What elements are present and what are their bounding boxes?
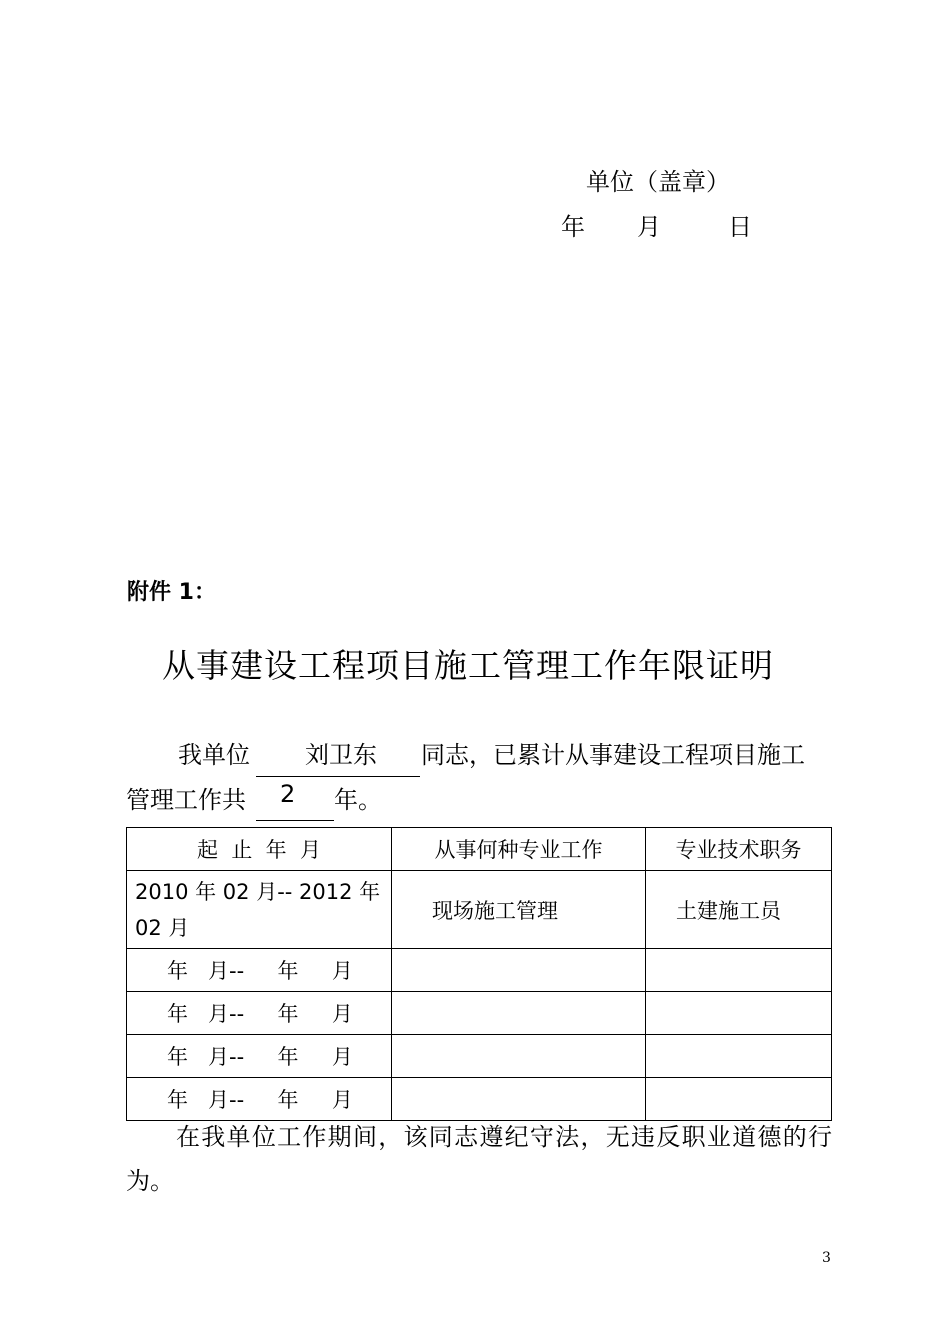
years-count: 2 [280,780,296,808]
cell-work [392,949,646,992]
paragraph1-line2-prefix: 管理工作共 [126,786,246,814]
cell-period: 2010 年 02 月-- 2012 年 02 月 [127,871,392,949]
cell-period: 年 月-- 年 月 [127,992,392,1035]
cell-work [392,1035,646,1078]
name-underline [256,776,420,777]
attachment-label: 附件 1： [127,580,216,605]
conduct-paragraph: 在我单位工作期间，该同志遵纪守法，无违反职业道德的行为。 [126,1123,832,1195]
document-title: 从事建设工程项目施工管理工作年限证明 [162,646,774,685]
cell-title [646,992,832,1035]
date-month-label: 月 [637,213,661,241]
cell-title [646,1035,832,1078]
header-period: 起 止 年 月 [127,828,392,871]
header-title: 专业技术职务 [646,828,832,871]
cell-period: 年 月-- 年 月 [127,1035,392,1078]
cell-work: 现场施工管理 [392,871,646,949]
table-header-row [127,828,832,871]
table-row [127,871,832,949]
cell-title: 土建施工员 [646,871,832,949]
cell-work [392,992,646,1035]
unit-seal-label: 单位（盖章） [586,168,730,196]
table-row [127,992,832,1035]
cell-period: 年 月-- 年 月 [127,949,392,992]
cell-title [646,949,832,992]
paragraph1-prefix: 我单位 [178,741,250,769]
date-year-label: 年 [561,213,585,241]
work-record-table [126,827,832,1121]
page-number: 3 [822,1250,831,1266]
person-name: 刘卫东 [305,741,377,769]
cell-period: 年 月-- 年 月 [127,1078,392,1121]
table-row [127,949,832,992]
header-work: 从事何种专业工作 [392,828,646,871]
paragraph1-middle: 同志，已累计从事建设工程项目施工 [421,741,805,769]
table-row [127,1035,832,1078]
date-day-label: 日 [728,213,752,241]
paragraph1-suffix: 年。 [334,786,382,814]
years-underline [256,820,334,821]
